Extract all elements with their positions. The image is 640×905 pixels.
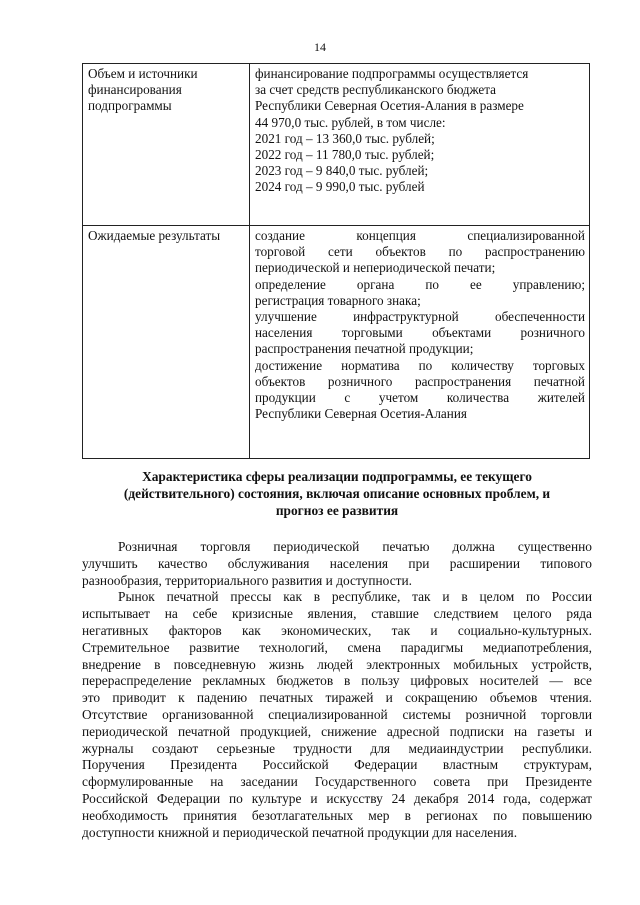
financing-label-line: финансирования bbox=[88, 82, 182, 98]
results-value-line: регистрация товарного знака; bbox=[255, 292, 421, 308]
financing-value-line: 2022 год – 11 780,0 тыс. рублей; bbox=[255, 147, 435, 163]
financing-value-line: 44 970,0 тыс. рублей, в том числе: bbox=[255, 114, 446, 130]
results-value-line: объектов розничного распространения печатной bbox=[255, 373, 585, 389]
financing-value-line: финансирование подпрограммы осуществляется bbox=[255, 66, 529, 81]
paragraph-line: Рынок печатной прессы как в республике, так и в целом по России bbox=[118, 589, 592, 605]
paragraph-line: журналы создают серьезные трудности для медиаиндустрии республики. bbox=[82, 740, 592, 756]
table-row-financing bbox=[83, 64, 590, 226]
financing-value-line: 2021 год – 13 360,0 тыс. рублей; bbox=[255, 130, 435, 146]
section-heading bbox=[82, 469, 592, 519]
paragraph-line: это приводит к падению печатных тиражей и сокращению объемов чтения. bbox=[82, 690, 592, 706]
paragraph-line: сформулированные на заседании Государственного совета при Президенте bbox=[82, 774, 592, 790]
results-label: Ожидаемые результаты bbox=[88, 228, 221, 243]
financing-value-line: Республики Северная Осетия-Алания в размере bbox=[255, 98, 524, 114]
results-value-line: торговой сети объектов по распространению bbox=[255, 244, 585, 260]
financing-label-line: Объем и источники bbox=[88, 66, 198, 81]
paragraph-line: Стремительное развитие технологий, смена парадигмы медиапотребления, bbox=[82, 639, 592, 655]
paragraph-retail-trade bbox=[82, 539, 592, 589]
paragraph-line: Поручения Президента Российской Федерации властным структурам, bbox=[82, 757, 592, 773]
body-text bbox=[82, 539, 592, 841]
financing-value-line: за счет средств республиканского бюджета bbox=[255, 82, 497, 98]
results-value-line: продукции с учетом количества жителей bbox=[255, 390, 585, 406]
paragraph-line: периодической печатной продукцией, снижение адресной подписки на газеты и bbox=[82, 723, 592, 739]
financing-label-cell bbox=[83, 64, 250, 226]
section-heading-line: (действительного) состояния, включая описание основных проблем, и bbox=[123, 485, 551, 501]
paragraph-line: Российской Федерации по культуре и искусству 24 декабря 2014 года, содержат bbox=[82, 790, 592, 806]
results-value-line: населения торговыми объектами розничного bbox=[255, 325, 585, 341]
paragraph-line: Розничная торговля периодической печатью должна существенно bbox=[118, 539, 592, 554]
paragraph-line: Отсутствие организованной специализированной системы розничной торговли bbox=[82, 706, 592, 722]
page-number: 14 bbox=[314, 40, 326, 54]
results-value-line: периодической и непериодической печати; bbox=[255, 260, 496, 276]
paragraph-line: перераспределение рекламных бюджетов в пользу цифровых носителей — все bbox=[82, 673, 592, 689]
results-value-line: создание концепция специализированной bbox=[255, 228, 585, 243]
financing-value-cell bbox=[250, 64, 590, 226]
financing-value-line: 2024 год – 9 990,0 тыс. рублей bbox=[255, 179, 425, 195]
results-value-line: распространения печатной продукции; bbox=[255, 341, 474, 357]
paragraph-line: негативных факторов как экономических, так и социально-культурных. bbox=[82, 622, 592, 638]
paragraph-line: разнообразия, территориального развития и доступности. bbox=[82, 572, 413, 588]
results-label-cell bbox=[83, 226, 250, 459]
section-heading-line: прогноз ее развития bbox=[275, 502, 399, 518]
paragraph-line: внедрение в повседневную жизнь людей электронных мобильных устройств, bbox=[82, 656, 592, 672]
results-value-line: определение органа по ее управлению; bbox=[255, 276, 585, 292]
results-value-line: Республики Северная Осетия-Алания bbox=[255, 406, 467, 422]
paragraph-press-market bbox=[82, 589, 592, 841]
results-value-line: достижение норматива по количеству торговых bbox=[255, 357, 585, 373]
paragraph-line: испытывает на себе кризисные явления, ставшие следствием целого ряда bbox=[82, 606, 592, 622]
paragraph-line: улучшить качество обслуживания населения при расширении типового bbox=[82, 555, 592, 571]
financing-value-line: 2023 год – 9 840,0 тыс. рублей; bbox=[255, 163, 429, 179]
paragraph-line: необходимость принятия безотлагательных мер в регионах по повышению bbox=[82, 807, 592, 823]
financing-label-line: подпрограммы bbox=[88, 98, 172, 114]
results-value-line: улучшение инфраструктурной обеспеченности bbox=[255, 309, 585, 325]
subprogram-passport-table bbox=[82, 63, 590, 459]
table-row-results bbox=[83, 226, 590, 459]
section-heading-line: Характеристика сферы реализации подпрограммы, ее текущего bbox=[142, 469, 532, 484]
results-value-cell bbox=[250, 226, 590, 459]
paragraph-line: доступности книжной и периодической печатной продукции для населения. bbox=[82, 824, 518, 840]
